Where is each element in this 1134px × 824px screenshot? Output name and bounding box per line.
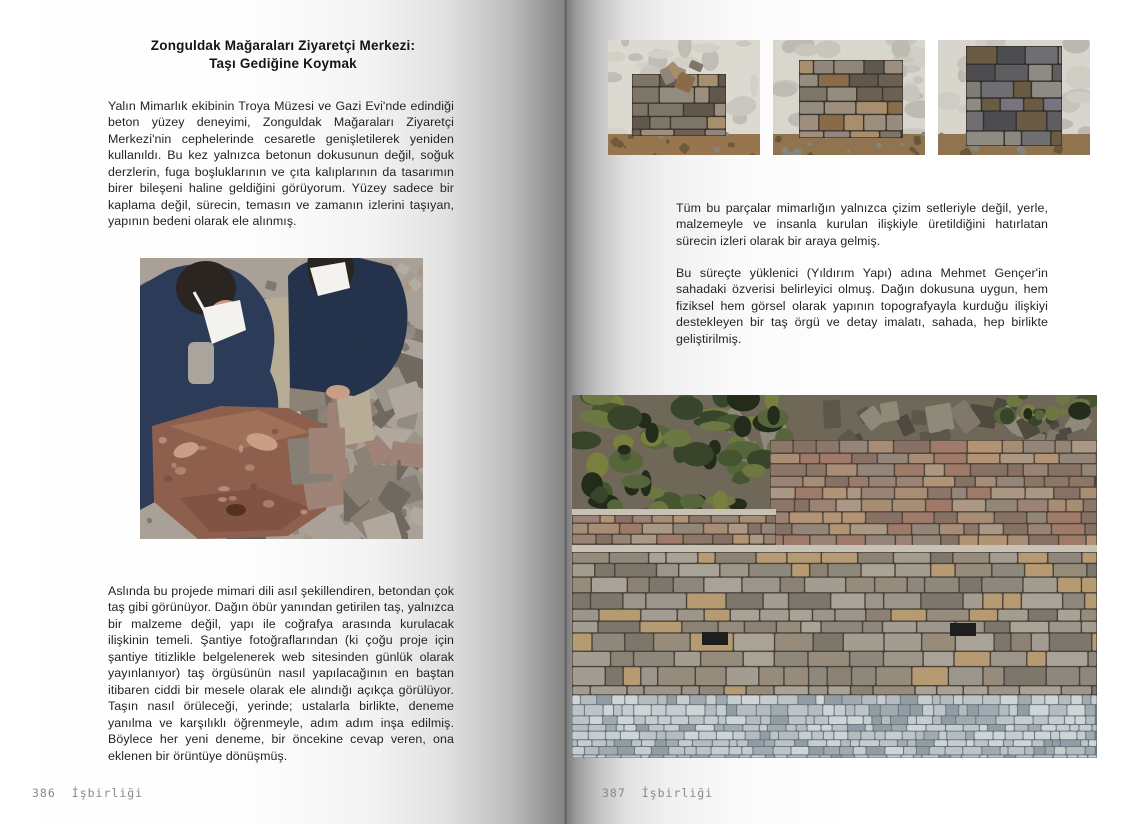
- right-section-label: İşbirliği: [641, 786, 714, 800]
- photo-mockup-3-image: [938, 40, 1090, 155]
- page-title-line2: Taşı Gediğine Koymak: [209, 55, 357, 71]
- photo-mockup-1: [608, 40, 760, 155]
- photo-mockup-2-image: [773, 40, 925, 155]
- page-title: [0, 37, 566, 72]
- photo-mockup-3: [938, 40, 1090, 155]
- left-paragraph-2: Aslında bu projede mimari dili asıl şekillendiren, betondan çok taş gibi görünüyor. Dağın öbür yanından getirilen taş, yalnızca bir malzeme değil, yapı ile coğrafya arasında kurulacak ilişkinin temeli. Şantiye fotoğraflarından (ki çoğu proje için şantiye titizlikle belgelenerek web sitesinden günlük olarak yayınlanıyor) taş örgüsünün nasıl yapılacağının en baştan itibaren ciddi bir mesele olarak ele alındığı açıkça görülüyor. Taşın nasıl örüleceği, yerinde; ustalarla birlikte, deneme yanılma ve karşılıklı öğrenmeyle, adım adım inşa edilmiş. Böylece her yeni deneme, bir öncekine cevap veren, ona eklenen bir örüntüye dönüşmüş.: [108, 584, 454, 763]
- photo-site-inspection: [140, 258, 423, 539]
- left-page-number: 386: [32, 786, 56, 800]
- photo-mockup-1-image: [608, 40, 760, 155]
- spine-divider: [564, 0, 567, 824]
- photo-stone-wall: [572, 395, 1097, 758]
- right-page-footer: [602, 786, 713, 800]
- photo-site-inspection-image: [140, 258, 423, 539]
- left-page-footer: [32, 786, 143, 800]
- right-page-number: 387: [602, 786, 626, 800]
- page-title-line1: Zonguldak Mağaraları Ziyaretçi Merkezi:: [150, 38, 416, 53]
- left-paragraph-1: Yalın Mimarlık ekibinin Troya Müzesi ve Gazi Evi'nde edindiği beton yüzey deneyimi, Zonguldak Mağaraları Ziyaretçi Merkezi'nin cephelerinde cesaretle genişletilerek yeniden kullanıldı. Bu kez yalnızca betonun dokusunun değil, soğuk derzlerin, fuga boşluklarının ve çıta kalıplarının da tasarımın birer bileşeni haline geldiğini görüyorum. Yüzey sadece bir kaplama değil, sürecin, temasın ve zamanın izlerini taşıyan, yapının bedeni olarak ele alınmış.: [108, 99, 454, 229]
- left-section-label: İşbirliği: [71, 786, 144, 800]
- photo-mockup-2: [773, 40, 925, 155]
- right-paragraph-1: Tüm bu parçalar mimarlığın yalnızca çizim setleriyle değil, yerle, malzemeyle ve insanla kurulan ilişkiyle üretildiğini hatırlatan sürecin izleri olarak bir araya gelmiş.: [676, 201, 1048, 248]
- right-paragraph-2: Bu süreçte yüklenici (Yıldırım Yapı) adına Mehmet Gençer'in sahadaki özverisi belirleyici olmuş. Dağın dokusuna uygun, hem fiziksel hem görsel olarak yapının topografyayla kurduğu ilişkiyi destekleyen bir taş örgü ve detay imalatı, sahada, hep birlikte geliştirilmiş.: [676, 266, 1048, 346]
- photo-stone-wall-image: [572, 395, 1097, 758]
